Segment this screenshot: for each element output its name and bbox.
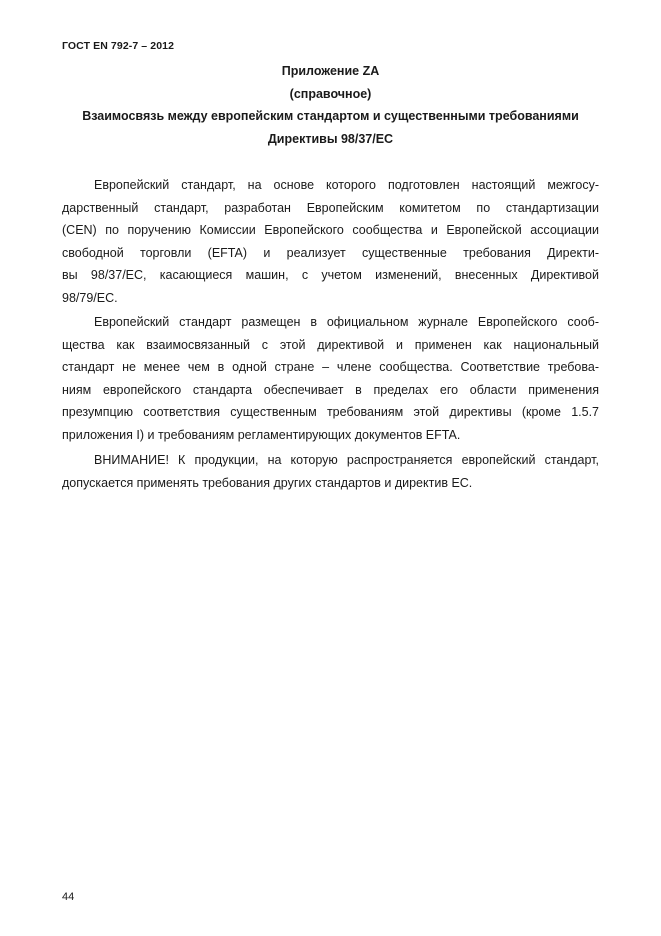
paragraph-1-line: (CEN) по поручению Комиссии Европейского сообщества и Европейской ассоциации [62,223,599,237]
page-number: 44 [62,891,75,903]
paragraph-2-line: стандарт не менее чем в одной стране – члене сообщества. Соответствие требова- [62,360,599,374]
paragraph-3-line: допускается применять требования других стандартов и директив ЕС. [62,475,473,490]
paragraph-1-line: Европейский стандарт, на основе которого подготовлен настоящий межгосу- [94,178,599,192]
paragraph-1-line: 98/79/ЕС. [62,290,118,305]
paragraph-1-line: дарственный стандарт, разработан Европейским комитетом по стандартизации [62,200,599,215]
paragraph-2-line: презумпцию соответствия существенным требованиям этой директивы (кроме 1.5.7 [62,405,599,419]
paragraph-3-warning [62,449,599,494]
paragraph-2-line: приложения I) и требованиям регламентирующих документов EFTA. [62,427,461,442]
paragraph-3-line: ВНИМАНИЕ! К продукции, на которую распространяется европейский стандарт, [94,453,599,467]
paragraph-2-line: Европейский стандарт размещен в официальном журнале Европейского сооб- [94,315,599,329]
document-code: ГОСТ EN 792-7 – 2012 [62,40,175,52]
paragraph-2 [62,311,599,446]
paragraph-2-line: щества как взаимосвязанный с этой директивой и применен как национальный [62,337,599,352]
annex-title: Приложение ZA [281,64,380,78]
paragraph-2-line: ниям европейского стандарта обеспечивает в пределах его области применения [62,382,599,397]
annex-subtitle-line-2: Директивы 98/37/ЕС [267,132,394,146]
paragraph-1-line: вы 98/37/ЕС, касающиеся машин, с учетом изменений, внесенных Директивой [62,268,599,282]
paragraph-1-line: свободной торговли (EFTA) и реализует существенные требования Директи- [62,245,599,260]
paragraph-1 [62,174,599,309]
annex-subtitle-line-1: Взаимосвязь между европейским стандартом и существенными требованиями [82,109,579,123]
annex-reference-type: (справочное) [289,87,372,101]
